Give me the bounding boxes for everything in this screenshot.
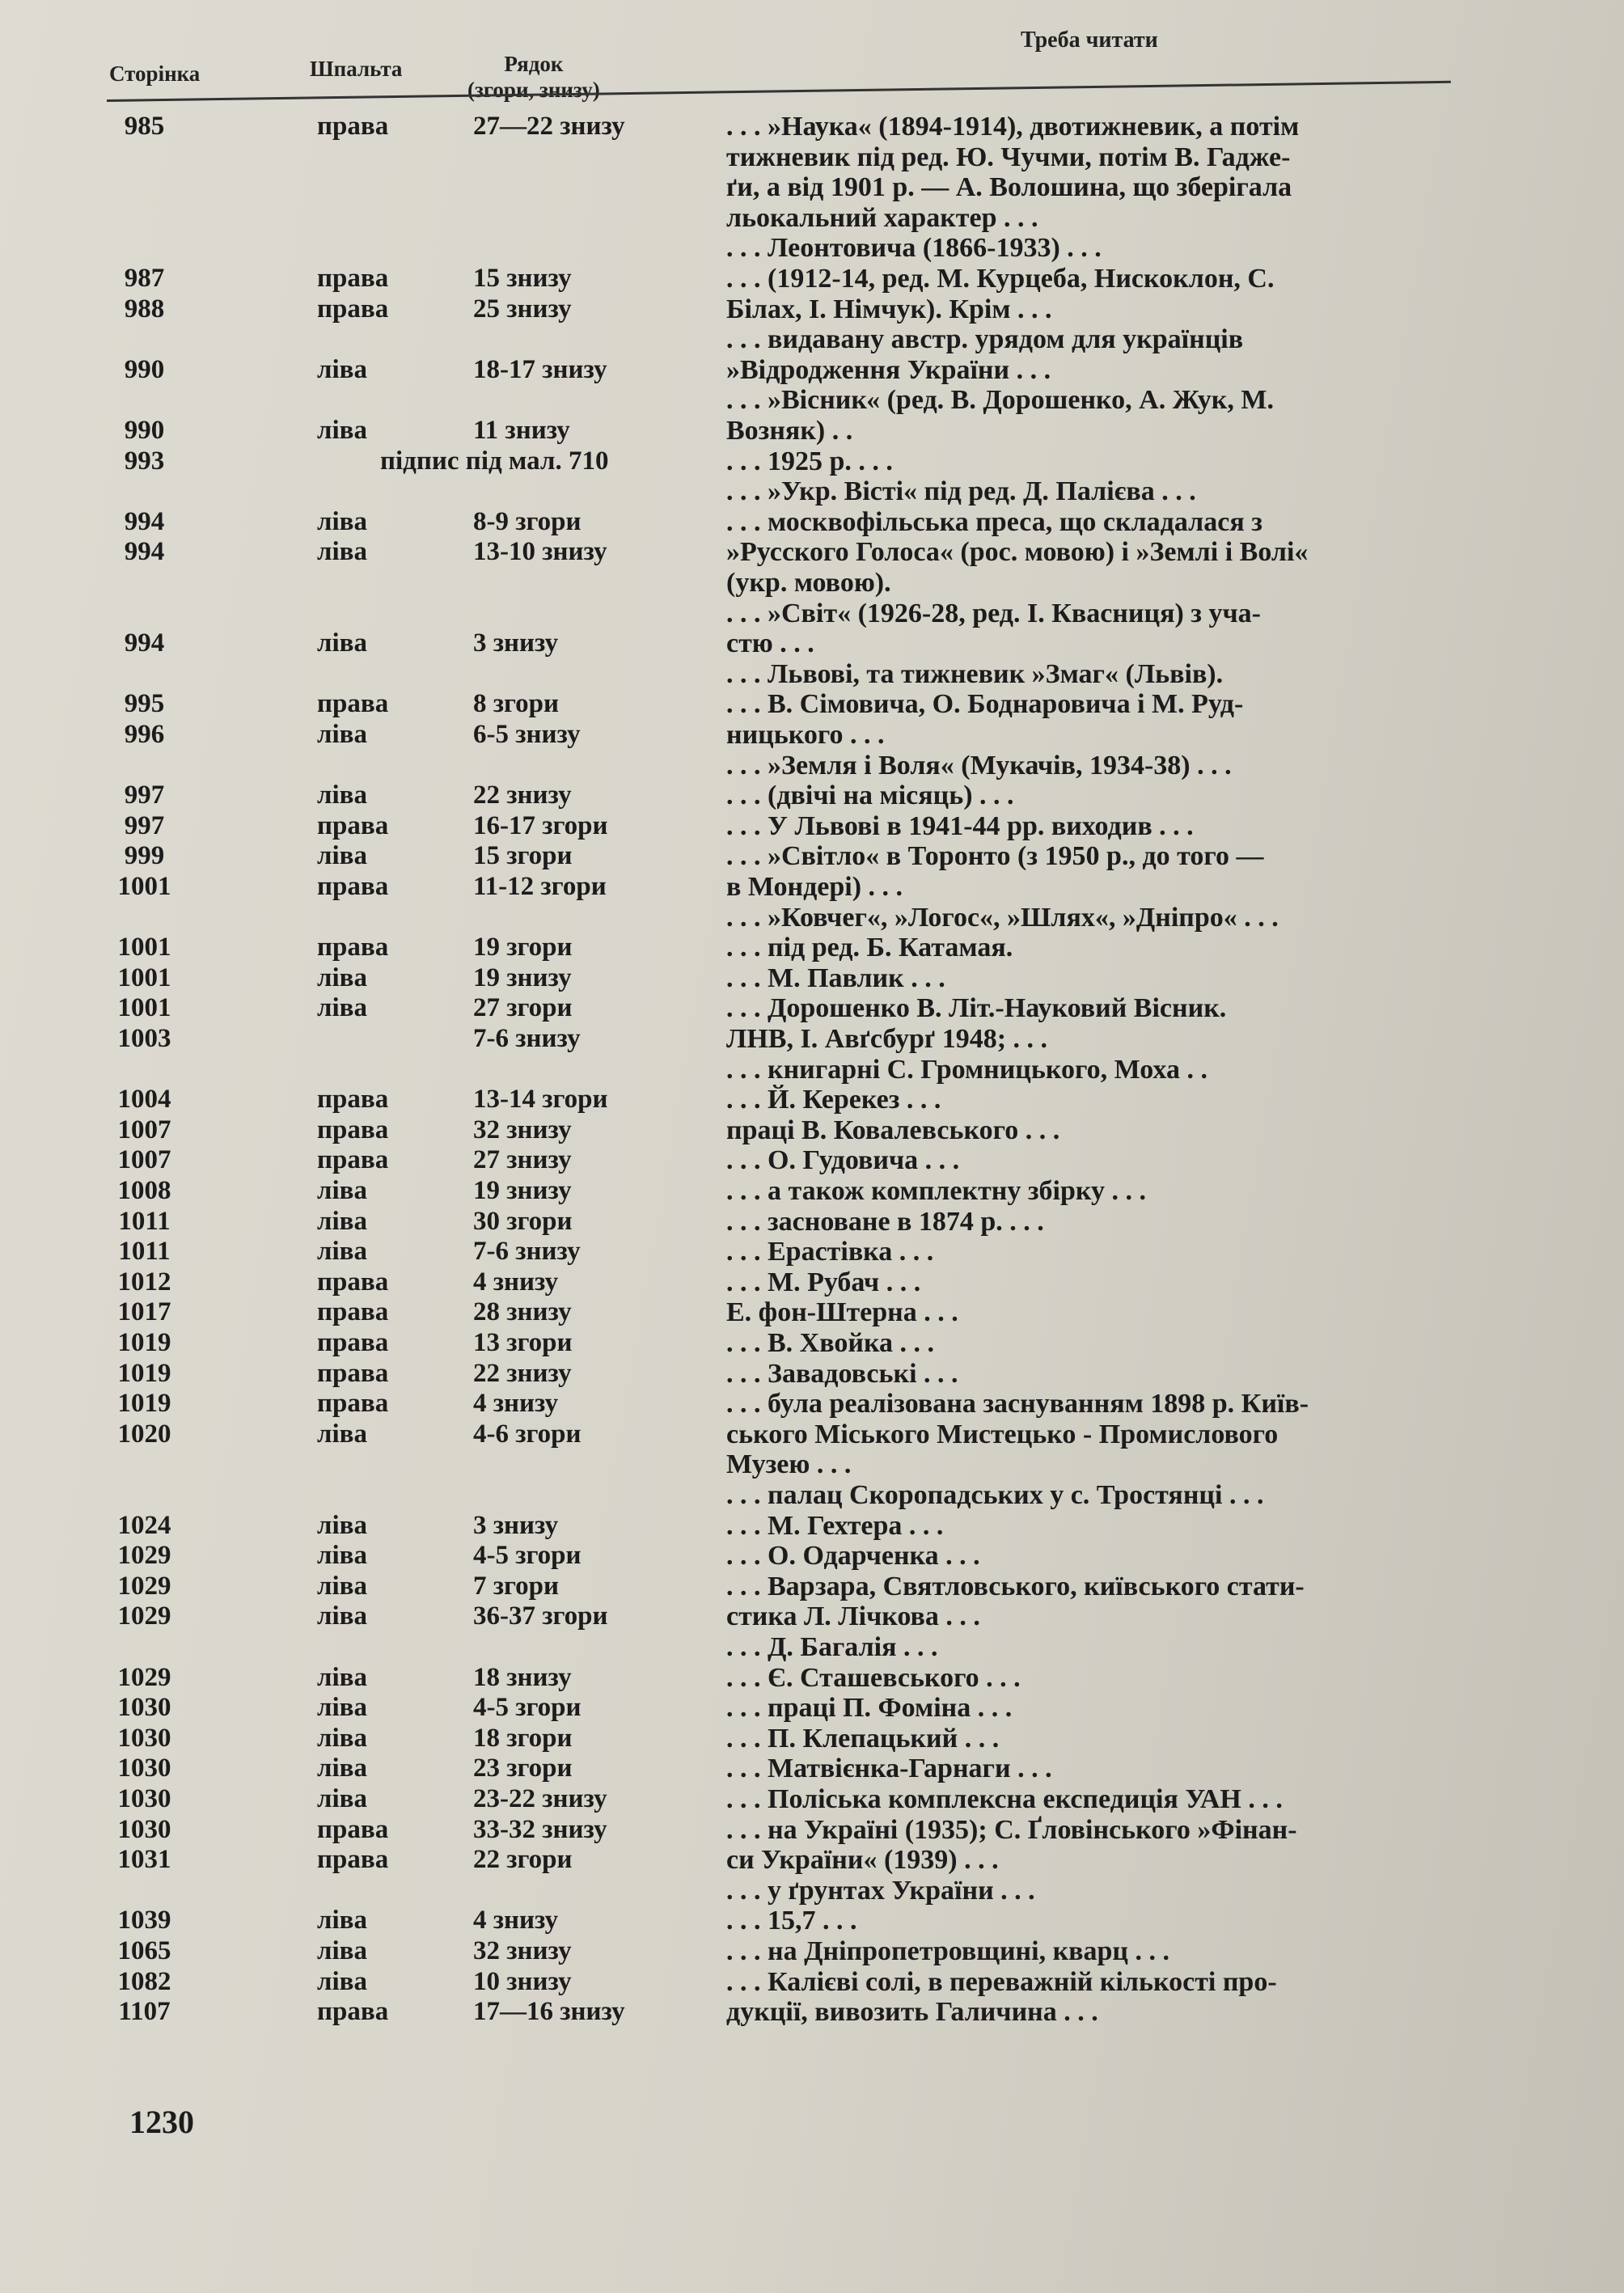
table-row xyxy=(0,1784,1624,1817)
row-column: права xyxy=(317,1145,389,1175)
header-column: Шпальта xyxy=(310,57,403,81)
row-line: 13 згори xyxy=(473,1328,573,1357)
row-column: ліва xyxy=(317,993,368,1023)
row-correction: . . . засноване в 1874 р. . . . xyxy=(726,1206,1044,1237)
row-page-number: 1001 xyxy=(117,872,171,901)
row-column: права xyxy=(317,1115,389,1144)
table-row xyxy=(0,933,1624,965)
row-line: 3 знизу xyxy=(473,628,559,658)
row-correction: . . . книгарні С. Громницького, Моха . . xyxy=(726,1054,1207,1085)
row-correction: . . . »Земля і Воля« (Мукачів, 1934-38) . . . xyxy=(726,750,1232,781)
row-column: права xyxy=(317,1389,389,1419)
row-line: 28 знизу xyxy=(473,1297,572,1327)
row-page-number: 1007 xyxy=(117,1145,171,1175)
row-line: 32 знизу xyxy=(473,1936,572,1965)
row-column: ліва xyxy=(317,1601,368,1631)
table-row xyxy=(0,781,1624,813)
row-correction: . . . москвофільська преса, що складалася з xyxy=(726,506,1262,537)
row-column: ліва xyxy=(317,537,368,567)
row-correction: . . . Поліська комплексна експедиція УАН . . . xyxy=(726,1784,1283,1814)
row-column: ліва xyxy=(317,781,368,810)
row-page-number: 1082 xyxy=(117,1966,171,1996)
row-page-number: 987 xyxy=(124,264,165,293)
row-page-number: 1039 xyxy=(117,1906,171,1936)
table-row xyxy=(0,1359,1624,1391)
row-page-number: 1107 xyxy=(118,1997,171,2027)
row-column: ліва xyxy=(317,1723,368,1753)
row-line: 15 знизу xyxy=(473,264,572,293)
row-page-number: 1029 xyxy=(117,1541,171,1571)
row-column: права xyxy=(317,264,389,293)
row-page-number: 996 xyxy=(124,720,165,749)
row-page-number: 995 xyxy=(124,689,165,719)
row-correction: . . . Є. Сташевського . . . xyxy=(726,1662,1021,1693)
table-row xyxy=(0,233,1624,265)
row-column: права xyxy=(317,810,389,840)
row-page-number: 993 xyxy=(124,446,165,476)
row-column: права xyxy=(317,1358,389,1388)
row-page-number: 1019 xyxy=(117,1389,171,1419)
row-page-number: 1030 xyxy=(117,1784,171,1813)
row-correction: . . . на Дніпропетровщині, кварц . . . xyxy=(726,1936,1170,1966)
row-line: 27 знизу xyxy=(473,1145,572,1175)
row-column: права xyxy=(317,1997,389,2027)
row-column: ліва xyxy=(317,506,368,536)
row-correction: . . . В. Сімовича, О. Боднаровича і М. Руд- xyxy=(726,689,1244,720)
row-column: права xyxy=(317,1085,389,1115)
row-line: 4-6 згори xyxy=(473,1419,582,1449)
row-page-number: 985 xyxy=(124,112,165,141)
row-page-number: 1019 xyxy=(117,1358,171,1388)
row-line: 7-6 знизу xyxy=(473,1024,581,1053)
row-correction: . . . О. Одарченка . . . xyxy=(726,1541,980,1572)
row-line: 19 знизу xyxy=(473,1176,572,1205)
table-row xyxy=(0,1906,1624,1938)
table-row xyxy=(0,1024,1624,1056)
row-correction: . . . (двічі на місяць) . . . xyxy=(726,781,1014,811)
row-page-number: 1024 xyxy=(117,1510,171,1540)
row-correction: ЛНВ, І. Авґсбурґ 1948; . . . xyxy=(726,1024,1048,1054)
row-correction: Возняк) . . xyxy=(726,416,853,446)
row-correction: Е. фон-Штерна . . . xyxy=(726,1297,958,1328)
table-row xyxy=(0,963,1624,996)
table-row xyxy=(0,1815,1624,1847)
table-row xyxy=(0,1511,1624,1543)
row-column: права xyxy=(317,1845,389,1875)
row-column: ліва xyxy=(317,841,368,871)
row-page-number: 999 xyxy=(124,841,165,871)
table-row xyxy=(0,1876,1624,1908)
table-row xyxy=(0,1085,1624,1117)
row-column: ліва xyxy=(317,1571,368,1601)
row-column: ліва xyxy=(317,1754,368,1783)
row-column: ліва xyxy=(317,962,368,992)
row-column: ліва xyxy=(317,1906,368,1936)
row-line: 19 знизу xyxy=(473,962,572,992)
row-correction: . . . у ґрунтах України . . . xyxy=(726,1875,1035,1906)
row-page-number: 1004 xyxy=(117,1085,171,1115)
table-row xyxy=(0,628,1624,661)
row-column: права xyxy=(317,689,389,719)
table-row xyxy=(0,1663,1624,1695)
table-row xyxy=(0,446,1624,479)
row-column: ліва xyxy=(317,1510,368,1540)
row-correction: »Русского Голоса« (рос. мовою) і »Землі і Волі« xyxy=(726,537,1309,568)
row-page-number: 1012 xyxy=(117,1267,171,1297)
row-line: 32 знизу xyxy=(473,1115,572,1144)
row-line: 25 знизу xyxy=(473,294,572,324)
row-line: 4 знизу xyxy=(473,1389,559,1419)
row-line: 11-12 згори xyxy=(473,872,607,901)
row-correction-continued: ґи, а від 1901 р. — А. Волошина, що зберігала xyxy=(726,172,1292,203)
row-correction: . . . О. Гудовича . . . xyxy=(726,1145,960,1176)
row-column: права xyxy=(317,872,389,901)
row-correction: . . . М. Павлик . . . xyxy=(726,962,945,993)
row-correction: . . . на Україні (1935); С. Ґловінського »Фінан- xyxy=(726,1814,1297,1845)
row-correction: . . . »Ковчег«, »Логос«, »Шлях«, »Дніпро« . . . xyxy=(726,902,1279,933)
table-row xyxy=(0,1480,1624,1512)
row-line: 36-37 згори xyxy=(473,1601,608,1631)
row-line: 18 згори xyxy=(473,1723,573,1753)
row-page-number: 1003 xyxy=(117,1024,171,1053)
table-row xyxy=(0,1693,1624,1725)
row-correction: праці В. Ковалевського . . . xyxy=(726,1115,1060,1145)
row-line: 11 знизу xyxy=(473,416,570,445)
row-page-number: 1011 xyxy=(118,1237,171,1267)
row-page-number: 1001 xyxy=(117,933,171,962)
table-row xyxy=(0,1632,1624,1665)
row-line: 4 знизу xyxy=(473,1267,559,1297)
table-row xyxy=(0,385,1624,417)
row-page-number: 1065 xyxy=(117,1936,171,1965)
header-line-sub: (згори, знизу) xyxy=(467,78,600,102)
row-page-number: 1031 xyxy=(117,1845,171,1875)
table-row xyxy=(0,1541,1624,1573)
row-column: ліва xyxy=(317,1419,368,1449)
row-page-number: 990 xyxy=(124,354,165,384)
row-column: ліва xyxy=(317,1206,368,1236)
row-page-number: 1001 xyxy=(117,993,171,1023)
row-correction: ського Міського Мистецько - Промислового xyxy=(726,1419,1279,1449)
row-column: ліва xyxy=(317,720,368,749)
table-row xyxy=(0,112,1624,144)
row-line: 4 знизу xyxy=(473,1906,559,1936)
row-page-number: 1001 xyxy=(117,962,171,992)
row-correction: . . . палац Скоропадських у с. Тростянці . . . xyxy=(726,1480,1264,1510)
row-page-number: 1008 xyxy=(117,1176,171,1205)
table-row xyxy=(0,355,1624,387)
row-correction: . . . П. Клепацький . . . xyxy=(726,1723,1000,1754)
row-correction: . . . була реалізована заснуванням 1898 р. Київ- xyxy=(726,1389,1309,1419)
row-page-number: 1007 xyxy=(117,1115,171,1144)
row-correction: Білах, І. Німчук). Крім . . . xyxy=(726,294,1052,324)
row-correction: . . . Матвієнка-Гарнаги . . . xyxy=(726,1754,1052,1784)
table-row xyxy=(0,689,1624,721)
row-line: 16-17 згори xyxy=(473,810,608,840)
row-column: права xyxy=(317,112,389,141)
row-line: 8 згори xyxy=(473,689,560,719)
row-page-number: 1011 xyxy=(118,1206,171,1236)
row-page-number: 1030 xyxy=(117,1814,171,1844)
table-row xyxy=(0,264,1624,296)
row-correction: . . . М. Гехтера . . . xyxy=(726,1510,944,1541)
row-correction: . . . 15,7 . . . xyxy=(726,1906,857,1936)
table-row xyxy=(0,811,1624,844)
row-correction: . . . М. Рубач . . . xyxy=(726,1267,921,1297)
row-line: 27—22 знизу xyxy=(473,112,625,141)
row-page-number: 1020 xyxy=(117,1419,171,1449)
row-correction: . . . Завадовські . . . xyxy=(726,1358,958,1389)
row-column: права xyxy=(317,1814,389,1844)
row-correction-continued: Музею . . . xyxy=(726,1449,852,1480)
row-correction: . . . Д. Багалія . . . xyxy=(726,1632,938,1662)
row-line: 19 згори xyxy=(473,933,573,962)
table-row xyxy=(0,294,1624,327)
row-column: ліва xyxy=(317,628,368,658)
row-correction: . . . »Наука« (1894-1914), двотижневик, а потім xyxy=(726,112,1300,142)
row-page-number: 1029 xyxy=(117,1601,171,1631)
header-line-title: Рядок xyxy=(504,52,564,76)
row-correction: . . . »Світло« в Торонто (з 1950 р., до того — xyxy=(726,841,1264,872)
row-correction: . . . Львові, та тижневик »Змаг« (Львів). xyxy=(726,658,1224,689)
table-row xyxy=(0,1389,1624,1421)
row-correction: си України« (1939) . . . xyxy=(726,1845,999,1876)
table-row xyxy=(0,872,1624,904)
row-page-number: 997 xyxy=(124,810,165,840)
row-column: ліва xyxy=(317,1237,368,1267)
row-correction: . . . »Укр. Вісті« під ред. Д. Палієва . . . xyxy=(726,476,1196,507)
row-correction: . . . Ерастівка . . . xyxy=(726,1237,934,1267)
table-row xyxy=(0,1845,1624,1877)
table-row xyxy=(0,1055,1624,1087)
row-line: 18 знизу xyxy=(473,1662,572,1692)
row-line: 7-6 знизу xyxy=(473,1237,581,1267)
row-correction: . . . Леонтовича (1866-1933) . . . xyxy=(726,233,1102,264)
row-correction: . . . 1925 р. . . . xyxy=(726,446,893,476)
table-row xyxy=(0,1419,1624,1452)
page-number: 1230 xyxy=(129,2104,194,2140)
row-line: 10 знизу xyxy=(473,1966,572,1996)
table-row xyxy=(0,1207,1624,1239)
row-column: права xyxy=(317,933,389,962)
row-page-number: 994 xyxy=(124,537,165,567)
row-line: 18-17 знизу xyxy=(473,354,607,384)
table-row xyxy=(0,1967,1624,1999)
row-page-number: 1017 xyxy=(117,1297,171,1327)
row-column: ліва xyxy=(317,1662,368,1692)
table-row xyxy=(0,537,1624,569)
row-line: 13-14 згори xyxy=(473,1085,608,1115)
row-line: 22 знизу xyxy=(473,1358,572,1388)
table-row xyxy=(0,720,1624,752)
table-row xyxy=(0,1601,1624,1634)
row-line: 27 згори xyxy=(473,993,573,1023)
row-column: ліва xyxy=(317,1936,368,1965)
row-page-number: 1029 xyxy=(117,1662,171,1692)
table-row xyxy=(0,751,1624,783)
row-line: 8-9 згори xyxy=(473,506,582,536)
row-page-number: 1029 xyxy=(117,1571,171,1601)
table-row xyxy=(0,1176,1624,1208)
row-correction: . . . (1912-14, ред. М. Курцеба, Нискоклон, С. xyxy=(726,264,1275,294)
row-correction: . . . У Львові в 1941-44 рр. виходив . . . xyxy=(726,810,1194,841)
row-line: 4-5 згори xyxy=(473,1693,582,1723)
row-line: 23 згори xyxy=(473,1754,573,1783)
table-row xyxy=(0,324,1624,357)
row-column: ліва xyxy=(317,1176,368,1205)
table-row xyxy=(0,1724,1624,1756)
header-should-read: Треба читати xyxy=(1021,27,1158,53)
row-correction: . . . Калієві солі, в переважній кількості про- xyxy=(726,1966,1277,1997)
row-correction: дукції, вивозить Галичина . . . xyxy=(726,1997,1098,2028)
table-row xyxy=(0,1237,1624,1269)
row-correction: стю . . . xyxy=(726,628,814,659)
row-column: ліва xyxy=(317,416,368,445)
row-page-number: 997 xyxy=(124,781,165,810)
row-correction-continued: тижневик під ред. Ю. Чучми, потім В. Гадже- xyxy=(726,142,1291,172)
row-correction: . . . видавану австр. урядом для українців xyxy=(726,324,1244,355)
row-line: 6-5 знизу xyxy=(473,720,581,749)
row-correction: . . . а також комплектну збірку . . . xyxy=(726,1176,1146,1206)
table-row xyxy=(0,841,1624,874)
row-line: 22 знизу xyxy=(473,781,572,810)
row-column: ліва xyxy=(317,1784,368,1813)
row-line: 13-10 знизу xyxy=(473,537,607,567)
row-line: 7 згори xyxy=(473,1571,560,1601)
row-line: 15 згори xyxy=(473,841,573,871)
table-row xyxy=(0,1997,1624,2029)
row-correction: . . . Дорошенко В. Літ.-Науковий Вісник. xyxy=(726,993,1227,1024)
row-line: 30 згори xyxy=(473,1206,573,1236)
row-page-number: 1019 xyxy=(117,1328,171,1357)
table-row xyxy=(0,416,1624,448)
table-row xyxy=(0,1267,1624,1300)
row-column: права xyxy=(317,1297,389,1327)
row-page-number: 1030 xyxy=(117,1693,171,1723)
table-row xyxy=(0,599,1624,631)
row-correction: . . . »Вісник« (ред. В. Дорошенко, А. Жук, М. xyxy=(726,385,1274,416)
table-row xyxy=(0,507,1624,539)
row-line: 17—16 знизу xyxy=(473,1997,625,2027)
table-row xyxy=(0,903,1624,935)
row-line: 22 згори xyxy=(473,1845,573,1875)
row-column: права xyxy=(317,294,389,324)
table-row xyxy=(0,993,1624,1026)
row-column: права xyxy=(317,1267,389,1297)
row-correction: ницького . . . xyxy=(726,720,885,750)
header-rule xyxy=(107,81,1451,102)
row-correction-continued: (укр. мовою). xyxy=(726,568,891,598)
row-correction: . . . В. Хвойка . . . xyxy=(726,1328,935,1358)
row-correction: . . . Й. Керекез . . . xyxy=(726,1085,941,1115)
table-row xyxy=(0,659,1624,692)
row-correction: . . . праці П. Фоміна . . . xyxy=(726,1693,1013,1724)
table-row xyxy=(0,1297,1624,1330)
row-column: права xyxy=(317,1328,389,1357)
row-correction: стика Л. Лічкова . . . xyxy=(726,1601,980,1632)
table-row xyxy=(0,1572,1624,1604)
row-correction: в Мондері) . . . xyxy=(726,872,903,902)
row-page-number: 990 xyxy=(124,416,165,445)
row-correction: »Відродження України . . . xyxy=(726,354,1051,385)
row-correction: . . . під ред. Б. Катамая. xyxy=(726,933,1013,963)
row-column: ліва xyxy=(317,1693,368,1723)
table-row xyxy=(0,1145,1624,1178)
row-page-number: 994 xyxy=(124,628,165,658)
table-row xyxy=(0,1936,1624,1969)
row-page-number: 1030 xyxy=(117,1754,171,1783)
row-correction-continued: льокальний характер . . . xyxy=(726,202,1038,233)
row-correction: . . . »Світ« (1926-28, ред. І. Квасниця) з уча- xyxy=(726,598,1261,628)
row-column: ліва xyxy=(317,1541,368,1571)
row-page-number: 1030 xyxy=(117,1723,171,1753)
row-page-number: 994 xyxy=(124,506,165,536)
header-page: Сторінка xyxy=(109,61,201,86)
table-row xyxy=(0,476,1624,509)
row-correction: . . . Варзара, Святловського, київського стати- xyxy=(726,1571,1305,1601)
row-line: 33-32 знизу xyxy=(473,1814,607,1844)
row-line: 4-5 згори xyxy=(473,1541,582,1571)
table-row xyxy=(0,1754,1624,1786)
row-column: підпис під мал. 710 xyxy=(380,446,609,476)
table-row xyxy=(0,1115,1624,1148)
row-column: ліва xyxy=(317,354,368,384)
row-page-number: 988 xyxy=(124,294,165,324)
row-line: 3 знизу xyxy=(473,1510,559,1540)
row-line: 23-22 знизу xyxy=(473,1784,607,1813)
row-column: ліва xyxy=(317,1966,368,1996)
table-row xyxy=(0,1328,1624,1360)
